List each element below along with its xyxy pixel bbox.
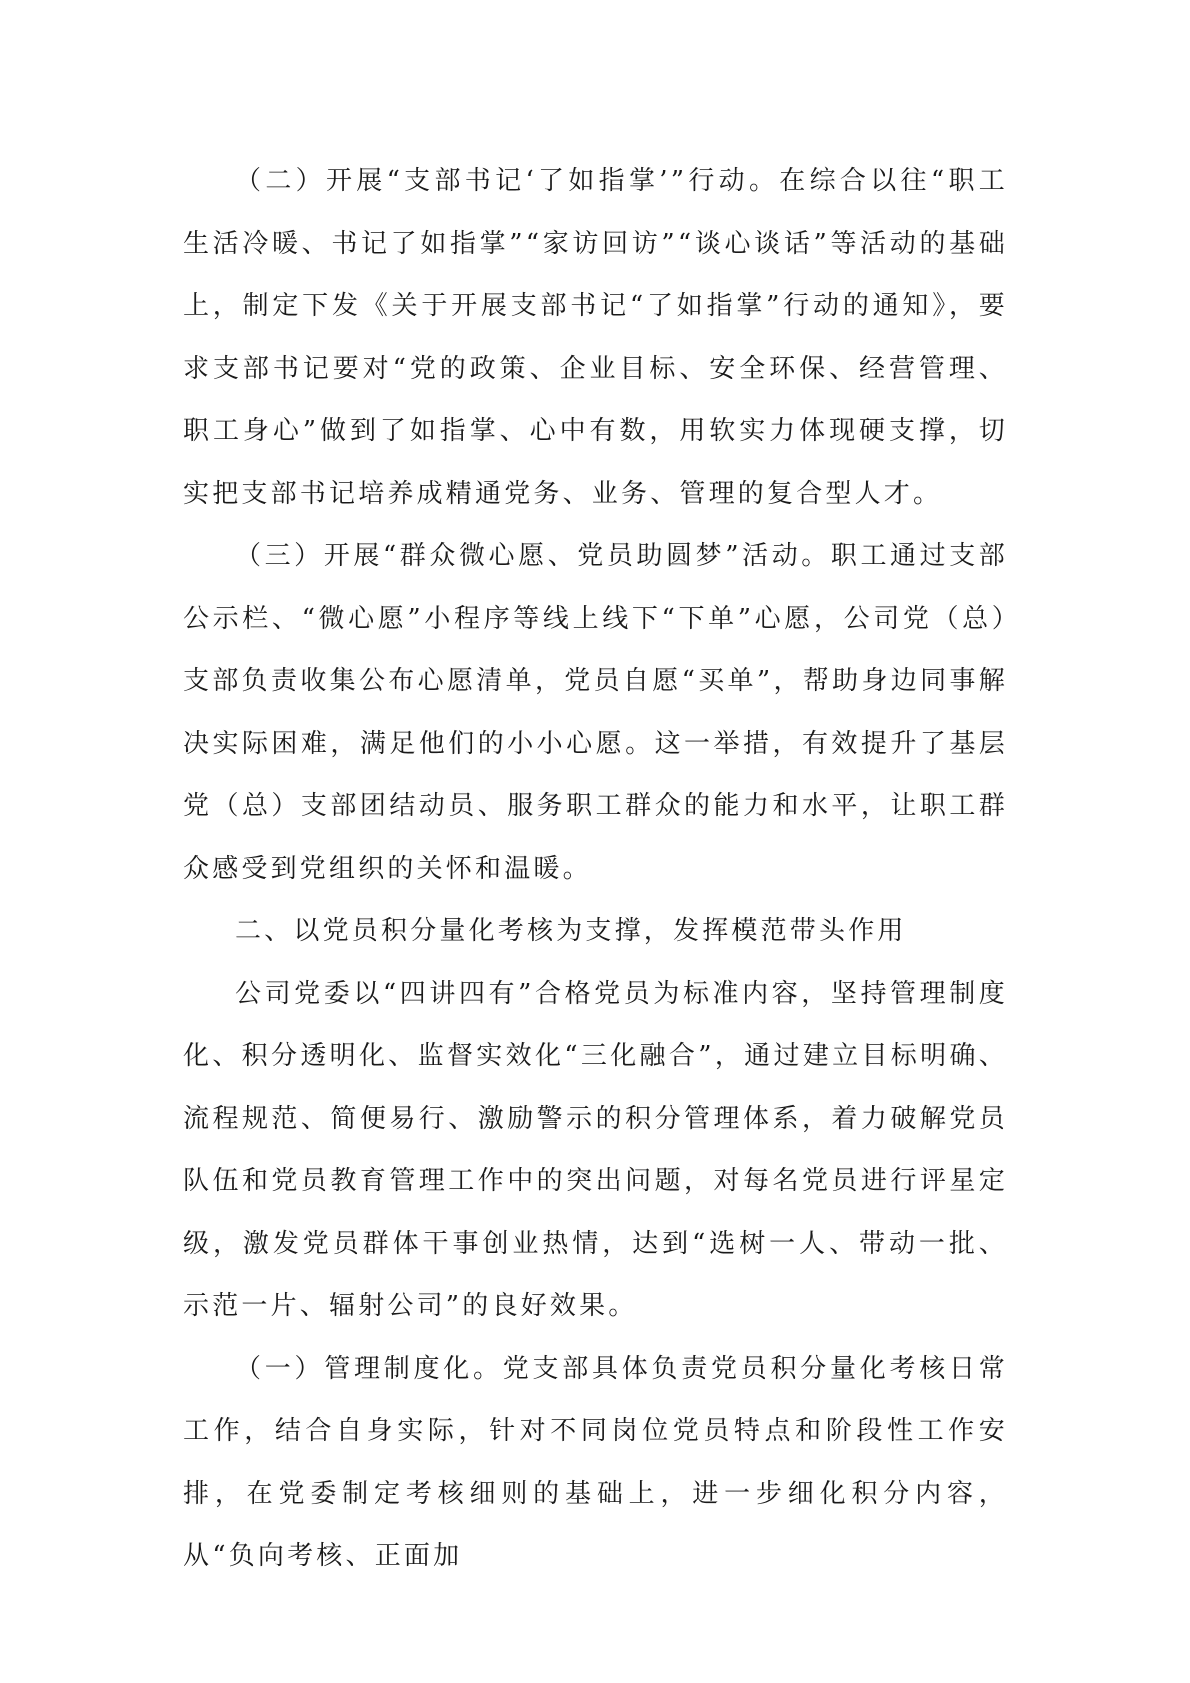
document-body xyxy=(183,150,1008,1588)
paragraph-points-system: 公司党委以“四讲四有”合格党员为标准内容，坚持管理制度化、积分透明化、监督实效化“三化融合”，通过建立目标明确、流程规范、简便易行、激励警示的积分管理体系，着力破解党员队伍和党员教育管理工作中的突出问题，对每名党员进行评星定级，激发党员群体干事创业热情，达到“选树一人、带动一批、示范一片、辐射公司”的良好效果。 xyxy=(183,978,1008,1321)
paragraph-micro-wish-activity: （三）开展“群众微心愿、党员助圆梦”活动。职工通过支部公示栏、“微心愿”小程序等线上线下“下单”心愿，公司党（总）支部负责收集公布心愿清单，党员自愿“买单”，帮助身边同事解决实际困难，满足他们的小小心愿。这一举措，有效提升了基层党（总）支部团结动员、服务职工群众的能力和水平，让职工群众感受到党组织的关怀和温暖。 xyxy=(183,541,1008,884)
section-heading-points-assessment: 二、以党员积分量化考核为支撑，发挥模范带头作用 xyxy=(235,916,907,946)
paragraph-management-institutionalization: （一）管理制度化。党支部具体负责党员积分量化考核日常工作，结合自身实际，针对不同岗位党员特点和阶段性工作安排，在党委制定考核细则的基础上，进一步细化积分内容，从“负向考核、正面加 xyxy=(183,1353,1008,1571)
paragraph-branch-secretary-action: （二）开展“支部书记‘了如指掌’”行动。在综合以往“职工生活冷暖、书记了如指掌”“家访回访”“谈心谈话”等活动的基础上，制定下发《关于开展支部书记“了如指掌”行动的通知》，要求支部书记要对“党的政策、企业目标、安全环保、经营管理、职工身心”做到了如指掌、心中有数，用软实力体现硬支撑，切实把支部书记培养成精通党务、业务、管理的复合型人才。 xyxy=(183,166,1008,509)
